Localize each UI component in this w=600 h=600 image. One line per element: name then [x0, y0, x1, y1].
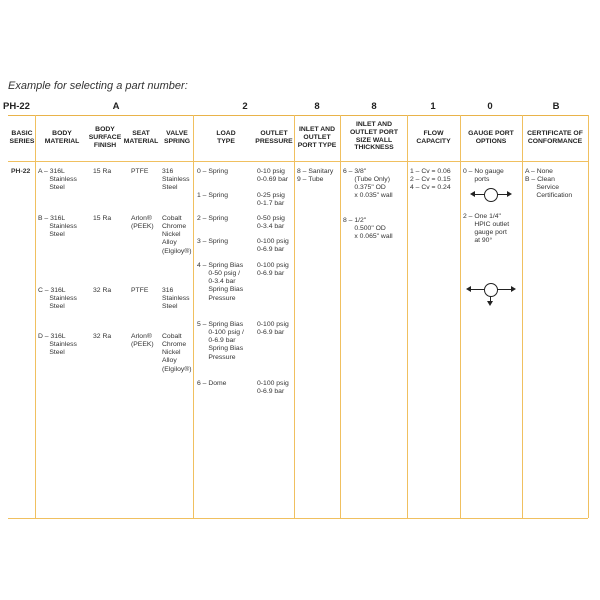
header-body-material: BODY MATERIAL	[44, 130, 80, 145]
caption: Example for selecting a part number:	[8, 80, 188, 92]
load-type-3: 3 – Spring	[197, 238, 228, 245]
col-divider	[340, 115, 341, 518]
header-flow-capacity: FLOW CAPACITY	[416, 130, 451, 145]
gauge-option-0: 0 – No gauge ports	[463, 168, 504, 184]
valve-spring-b: Cobalt Chrome Nickel Alloy (Elgiloy®)	[162, 215, 192, 255]
body-material-d: D – 316L Stainless Steel	[38, 333, 77, 357]
selection-load: 2	[242, 101, 248, 112]
body-material-c: C – 316L Stainless Steel	[38, 287, 77, 311]
valve-spring-d: Cobalt Chrome Nickel Alloy (Elgiloy®)	[162, 333, 192, 373]
header-certificate: CERTIFICATE OF CONFORMANCE	[527, 130, 583, 145]
gauge-option-2: 2 – One 1/4" HPIC outlet gauge port at 90°	[463, 213, 510, 245]
header-gauge-port-options: GAUGE PORT OPTIONS	[468, 130, 514, 145]
load-type-0: 0 – Spring	[197, 168, 228, 175]
valve-spring-a: 316 Stainless Steel	[162, 168, 190, 192]
header-load-type: LOAD TYPE	[216, 130, 236, 145]
table-bottom-rule	[8, 518, 588, 519]
header-port-size: INLET AND OUTLET PORT SIZE WALL THICKNESS	[350, 121, 398, 152]
col-divider	[407, 115, 408, 518]
col-divider	[522, 115, 523, 518]
col-divider	[35, 115, 36, 518]
seat-material-c: PTFE	[131, 287, 149, 294]
selection-flow: 1	[430, 101, 436, 112]
flow-capacity-options: 1 – Cv = 0.06 2 – Cv = 0.15 4 – Cv = 0.24	[410, 168, 451, 192]
header-outlet-pressure: OUTLET PRESSURE	[255, 130, 293, 145]
header-basic-series: BASIC SERIES	[9, 130, 35, 145]
load-type-2: 2 – Spring	[197, 215, 228, 222]
outlet-pressure-3: 0-100 psig 0-6.9 bar	[257, 238, 289, 254]
surface-finish-b: 15 Ra	[93, 215, 112, 222]
outlet-pressure-4: 0-100 psig 0-6.9 bar	[257, 262, 289, 278]
header-port-type: INLET AND OUTLET PORT TYPE	[297, 126, 337, 149]
col-divider	[588, 115, 589, 518]
load-type-6: 6 – Dome	[197, 380, 227, 387]
table-header-rule	[8, 161, 588, 162]
surface-finish-a: 15 Ra	[93, 168, 112, 175]
header-body-surface-finish: BODY SURFACE FINISH	[88, 126, 122, 149]
series-value: PH-22	[11, 168, 31, 175]
seat-material-d: Arlon® (PEEK)	[131, 333, 154, 349]
outlet-pressure-5: 0-100 psig 0-6.9 bar	[257, 321, 289, 337]
seat-material-a: PTFE	[131, 168, 149, 175]
selection-certificate: B	[552, 101, 560, 112]
col-divider	[460, 115, 461, 518]
selection-gauge: 0	[487, 101, 493, 112]
outlet-pressure-6: 0-100 psig 0-6.9 bar	[257, 380, 289, 396]
table-top-rule	[8, 115, 588, 116]
outlet-pressure-2: 0-50 psig 0-3.4 bar	[257, 215, 285, 231]
selection-series: PH-22	[3, 101, 30, 112]
surface-finish-c: 32 Ra	[93, 287, 112, 294]
port-type-options: 8 – Sanitary 9 – Tube	[297, 168, 334, 184]
load-type-1: 1 – Spring	[197, 192, 228, 199]
port-size-8: 8 – 1/2" 0.500" OD x 0.065" wall	[343, 217, 393, 241]
load-type-5: 5 – Spring Bias 0-100 psig / 0-6.9 bar Spring Bias Pressure	[197, 321, 244, 361]
col-divider	[294, 115, 295, 518]
selection-port-type: 8	[314, 101, 320, 112]
seat-material-b: Arlon® (PEEK)	[131, 215, 154, 231]
load-type-4: 4 – Spring Bias 0-50 psig / 0-3.4 bar Spring Bias Pressure	[197, 262, 244, 302]
valve-spring-c: 316 Stainless Steel	[162, 287, 190, 311]
col-divider	[193, 115, 194, 518]
surface-finish-d: 32 Ra	[93, 333, 112, 340]
body-material-b: B – 316L Stainless Steel	[38, 215, 77, 239]
selection-port-size: 8	[371, 101, 377, 112]
header-valve-spring: VALVE SPRING	[163, 130, 191, 145]
port-size-6: 6 – 3/8" (Tube Only) 0.375" OD x 0.035" wall	[343, 168, 393, 200]
outlet-pressure-1: 0-25 psig 0-1.7 bar	[257, 192, 285, 208]
header-seat-material: SEAT MATERIAL	[123, 130, 159, 145]
certificate-options: A – None B – Clean Service Certification	[525, 168, 573, 200]
selection-body: A	[112, 101, 120, 112]
outlet-pressure-0: 0-10 psig 0-0.69 bar	[257, 168, 288, 184]
body-material-a: A – 316L Stainless Steel	[38, 168, 77, 192]
